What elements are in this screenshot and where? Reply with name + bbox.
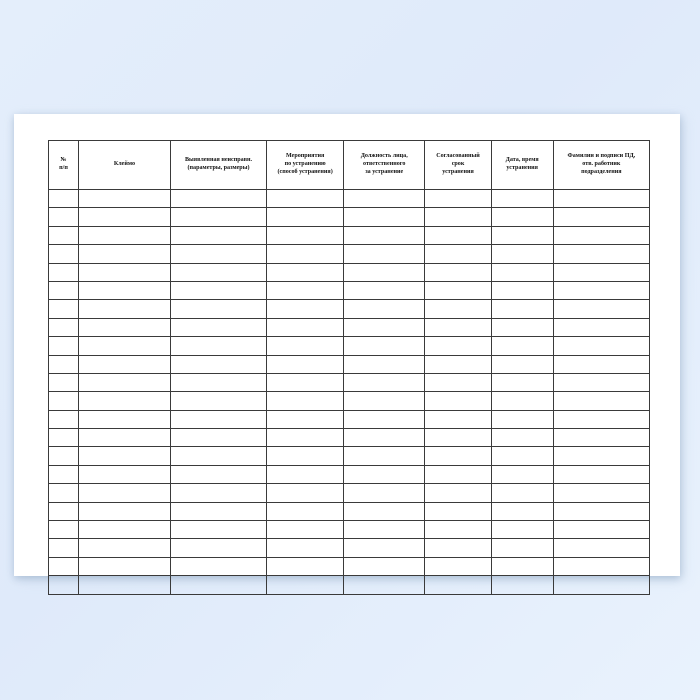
table-cell-fault[interactable] xyxy=(170,318,266,336)
table-cell-signatures[interactable] xyxy=(553,429,649,447)
table-cell-position[interactable] xyxy=(344,208,425,226)
table-cell-position[interactable] xyxy=(344,190,425,208)
table-row xyxy=(49,226,650,244)
column-header-line: ответственного xyxy=(363,161,406,168)
table-cell-measures[interactable] xyxy=(267,318,344,336)
table-cell-num[interactable] xyxy=(49,576,79,594)
table-cell-date_time[interactable] xyxy=(491,337,553,355)
table-cell-mark[interactable] xyxy=(78,263,170,281)
table-cell-agreed_term[interactable] xyxy=(425,355,491,373)
table-cell-measures[interactable] xyxy=(267,245,344,263)
table-cell-signatures[interactable] xyxy=(553,410,649,428)
table-cell-signatures[interactable] xyxy=(553,465,649,483)
table-cell-signatures[interactable] xyxy=(553,281,649,299)
table-cell-measures[interactable] xyxy=(267,484,344,502)
table-cell-agreed_term[interactable] xyxy=(425,190,491,208)
table-cell-num[interactable] xyxy=(49,208,79,226)
table-cell-measures[interactable] xyxy=(267,355,344,373)
table-cell-position[interactable] xyxy=(344,484,425,502)
table-row xyxy=(49,539,650,557)
column-header-date_time xyxy=(491,141,553,190)
table-row xyxy=(49,281,650,299)
table-cell-agreed_term[interactable] xyxy=(425,576,491,594)
table-cell-measures[interactable] xyxy=(267,557,344,575)
table-cell-num[interactable] xyxy=(49,226,79,244)
column-header-mark xyxy=(78,141,170,190)
table-cell-mark[interactable] xyxy=(78,410,170,428)
column-header-line: подразделения xyxy=(581,168,622,175)
table-cell-agreed_term[interactable] xyxy=(425,300,491,318)
table-cell-measures[interactable] xyxy=(267,373,344,391)
table-row xyxy=(49,447,650,465)
table-cell-num[interactable] xyxy=(49,373,79,391)
table-cell-position[interactable] xyxy=(344,539,425,557)
column-header-line: Фамилии и подписи ПД, xyxy=(567,153,636,160)
defects-log-table xyxy=(48,140,650,595)
table-cell-mark[interactable] xyxy=(78,447,170,465)
column-header-line: срок xyxy=(451,161,465,168)
table-cell-date_time[interactable] xyxy=(491,392,553,410)
table-cell-measures[interactable] xyxy=(267,502,344,520)
table-cell-num[interactable] xyxy=(49,281,79,299)
table-cell-num[interactable] xyxy=(49,318,79,336)
table-cell-agreed_term[interactable] xyxy=(425,447,491,465)
table-cell-num[interactable] xyxy=(49,465,79,483)
table-row xyxy=(49,392,650,410)
table-cell-signatures[interactable] xyxy=(553,226,649,244)
table-cell-agreed_term[interactable] xyxy=(425,539,491,557)
table-cell-fault[interactable] xyxy=(170,576,266,594)
table-cell-date_time[interactable] xyxy=(491,190,553,208)
table-cell-fault[interactable] xyxy=(170,337,266,355)
table-cell-fault[interactable] xyxy=(170,502,266,520)
table-row xyxy=(49,484,650,502)
table-cell-fault[interactable] xyxy=(170,392,266,410)
table-row xyxy=(49,521,650,539)
table-cell-position[interactable] xyxy=(344,429,425,447)
table-cell-position[interactable] xyxy=(344,300,425,318)
table-cell-measures[interactable] xyxy=(267,208,344,226)
table-cell-mark[interactable] xyxy=(78,245,170,263)
table-cell-measures[interactable] xyxy=(267,539,344,557)
table-cell-mark[interactable] xyxy=(78,337,170,355)
table-header-row xyxy=(49,141,650,190)
table-cell-date_time[interactable] xyxy=(491,447,553,465)
column-header-line: устранения xyxy=(506,165,538,171)
table-cell-num[interactable] xyxy=(49,263,79,281)
table-cell-position[interactable] xyxy=(344,226,425,244)
table-cell-signatures[interactable] xyxy=(553,502,649,520)
column-header-line: Выявленная неисправн. xyxy=(184,157,253,164)
table-cell-num[interactable] xyxy=(49,355,79,373)
table-row xyxy=(49,263,650,281)
table-cell-fault[interactable] xyxy=(170,300,266,318)
table-cell-mark[interactable] xyxy=(78,318,170,336)
table-cell-mark[interactable] xyxy=(78,539,170,557)
table-cell-position[interactable] xyxy=(344,373,425,391)
column-header-signatures xyxy=(553,141,649,190)
table-cell-date_time[interactable] xyxy=(491,521,553,539)
table-cell-num[interactable] xyxy=(49,539,79,557)
table-cell-signatures[interactable] xyxy=(553,447,649,465)
table-cell-mark[interactable] xyxy=(78,502,170,520)
table-cell-agreed_term[interactable] xyxy=(425,429,491,447)
table-cell-num[interactable] xyxy=(49,521,79,539)
table-cell-position[interactable] xyxy=(344,576,425,594)
table-cell-date_time[interactable] xyxy=(491,245,553,263)
column-header-line: Мероприятия xyxy=(285,153,325,160)
table-cell-measures[interactable] xyxy=(267,447,344,465)
table-row xyxy=(49,465,650,483)
table-cell-agreed_term[interactable] xyxy=(425,502,491,520)
table-cell-signatures[interactable] xyxy=(553,521,649,539)
column-header-agreed_term xyxy=(425,141,491,190)
document-page xyxy=(14,114,680,576)
table-row xyxy=(49,300,650,318)
table-cell-date_time[interactable] xyxy=(491,318,553,336)
table-cell-position[interactable] xyxy=(344,337,425,355)
table-cell-mark[interactable] xyxy=(78,576,170,594)
table-cell-mark[interactable] xyxy=(78,373,170,391)
table-cell-mark[interactable] xyxy=(78,521,170,539)
table-cell-signatures[interactable] xyxy=(553,208,649,226)
table-cell-num[interactable] xyxy=(49,392,79,410)
table-row xyxy=(49,502,650,520)
table-cell-date_time[interactable] xyxy=(491,484,553,502)
table-cell-agreed_term[interactable] xyxy=(425,521,491,539)
table-cell-num[interactable] xyxy=(49,410,79,428)
table-cell-num[interactable] xyxy=(49,502,79,520)
table-cell-mark[interactable] xyxy=(78,281,170,299)
table-row xyxy=(49,245,650,263)
table-cell-mark[interactable] xyxy=(78,392,170,410)
table-cell-agreed_term[interactable] xyxy=(425,410,491,428)
table-cell-measures[interactable] xyxy=(267,410,344,428)
table-row xyxy=(49,557,650,575)
column-header-line: устранения xyxy=(442,168,474,175)
table-row xyxy=(49,355,650,373)
table-cell-signatures[interactable] xyxy=(553,318,649,336)
table-cell-fault[interactable] xyxy=(170,447,266,465)
table-cell-signatures[interactable] xyxy=(553,392,649,410)
table-cell-fault[interactable] xyxy=(170,429,266,447)
table-cell-mark[interactable] xyxy=(78,190,170,208)
column-header-line: (способ устранения) xyxy=(277,168,333,175)
table-cell-measures[interactable] xyxy=(267,300,344,318)
column-header-line: по устранению xyxy=(284,161,326,168)
table-cell-fault[interactable] xyxy=(170,465,266,483)
table-cell-date_time[interactable] xyxy=(491,281,553,299)
table-cell-date_time[interactable] xyxy=(491,576,553,594)
table-cell-signatures[interactable] xyxy=(553,337,649,355)
table-cell-position[interactable] xyxy=(344,355,425,373)
table-cell-signatures[interactable] xyxy=(553,355,649,373)
table-cell-mark[interactable] xyxy=(78,557,170,575)
column-header-line: № xyxy=(60,157,67,164)
table-cell-date_time[interactable] xyxy=(491,208,553,226)
table-cell-date_time[interactable] xyxy=(491,557,553,575)
table-cell-num[interactable] xyxy=(49,337,79,355)
table-row xyxy=(49,337,650,355)
table-cell-date_time[interactable] xyxy=(491,300,553,318)
column-header-line: Дата, время xyxy=(505,157,539,164)
table-cell-fault[interactable] xyxy=(170,208,266,226)
form-table-container xyxy=(48,140,650,595)
table-cell-fault[interactable] xyxy=(170,355,266,373)
table-cell-date_time[interactable] xyxy=(491,355,553,373)
table-cell-num[interactable] xyxy=(49,557,79,575)
table-cell-measures[interactable] xyxy=(267,263,344,281)
table-cell-agreed_term[interactable] xyxy=(425,465,491,483)
table-cell-signatures[interactable] xyxy=(553,263,649,281)
table-cell-measures[interactable] xyxy=(267,392,344,410)
table-cell-signatures[interactable] xyxy=(553,245,649,263)
table-cell-date_time[interactable] xyxy=(491,502,553,520)
table-cell-fault[interactable] xyxy=(170,484,266,502)
table-cell-signatures[interactable] xyxy=(553,484,649,502)
table-row xyxy=(49,429,650,447)
table-cell-measures[interactable] xyxy=(267,465,344,483)
table-cell-agreed_term[interactable] xyxy=(425,263,491,281)
table-cell-num[interactable] xyxy=(49,190,79,208)
column-header-line: Согласованный xyxy=(436,153,480,160)
table-row xyxy=(49,318,650,336)
table-cell-date_time[interactable] xyxy=(491,465,553,483)
table-cell-fault[interactable] xyxy=(170,190,266,208)
table-cell-position[interactable] xyxy=(344,502,425,520)
table-row xyxy=(49,190,650,208)
table-cell-agreed_term[interactable] xyxy=(425,484,491,502)
table-cell-mark[interactable] xyxy=(78,300,170,318)
table-row xyxy=(49,208,650,226)
table-cell-position[interactable] xyxy=(344,392,425,410)
column-header-line: (параметры, размеры) xyxy=(187,165,250,171)
table-body xyxy=(49,190,650,595)
column-header-fault xyxy=(170,141,266,190)
table-row xyxy=(49,576,650,594)
table-cell-measures[interactable] xyxy=(267,226,344,244)
table-cell-position[interactable] xyxy=(344,410,425,428)
table-cell-fault[interactable] xyxy=(170,539,266,557)
table-cell-measures[interactable] xyxy=(267,429,344,447)
table-cell-mark[interactable] xyxy=(78,465,170,483)
table-cell-num[interactable] xyxy=(49,484,79,502)
column-header-line: п/п xyxy=(59,165,68,171)
table-cell-agreed_term[interactable] xyxy=(425,373,491,391)
table-cell-mark[interactable] xyxy=(78,208,170,226)
column-header-line: Клеймо xyxy=(113,161,135,168)
column-header-line: Должность лица, xyxy=(360,153,408,160)
table-cell-position[interactable] xyxy=(344,281,425,299)
table-cell-num[interactable] xyxy=(49,300,79,318)
table-cell-agreed_term[interactable] xyxy=(425,337,491,355)
table-cell-agreed_term[interactable] xyxy=(425,392,491,410)
table-cell-fault[interactable] xyxy=(170,521,266,539)
table-cell-date_time[interactable] xyxy=(491,539,553,557)
table-cell-fault[interactable] xyxy=(170,263,266,281)
table-cell-fault[interactable] xyxy=(170,557,266,575)
table-cell-signatures[interactable] xyxy=(553,373,649,391)
table-cell-agreed_term[interactable] xyxy=(425,208,491,226)
table-cell-measures[interactable] xyxy=(267,190,344,208)
table-cell-date_time[interactable] xyxy=(491,410,553,428)
table-cell-agreed_term[interactable] xyxy=(425,245,491,263)
table-cell-agreed_term[interactable] xyxy=(425,281,491,299)
table-cell-position[interactable] xyxy=(344,318,425,336)
column-header-num xyxy=(49,141,79,190)
table-cell-fault[interactable] xyxy=(170,410,266,428)
column-header-position xyxy=(344,141,425,190)
table-cell-signatures[interactable] xyxy=(553,539,649,557)
table-cell-num[interactable] xyxy=(49,447,79,465)
column-header-line: отв. работник xyxy=(582,161,621,168)
table-cell-date_time[interactable] xyxy=(491,226,553,244)
table-cell-agreed_term[interactable] xyxy=(425,318,491,336)
column-header-measures xyxy=(267,141,344,190)
table-cell-mark[interactable] xyxy=(78,355,170,373)
table-cell-measures[interactable] xyxy=(267,337,344,355)
table-cell-signatures[interactable] xyxy=(553,576,649,594)
table-cell-position[interactable] xyxy=(344,447,425,465)
table-cell-fault[interactable] xyxy=(170,373,266,391)
table-cell-mark[interactable] xyxy=(78,226,170,244)
table-cell-fault[interactable] xyxy=(170,226,266,244)
table-cell-position[interactable] xyxy=(344,557,425,575)
table-cell-position[interactable] xyxy=(344,245,425,263)
table-cell-date_time[interactable] xyxy=(491,263,553,281)
table-cell-position[interactable] xyxy=(344,263,425,281)
table-cell-signatures[interactable] xyxy=(553,557,649,575)
table-cell-signatures[interactable] xyxy=(553,190,649,208)
table-cell-agreed_term[interactable] xyxy=(425,557,491,575)
table-cell-fault[interactable] xyxy=(170,245,266,263)
table-cell-measures[interactable] xyxy=(267,281,344,299)
table-cell-date_time[interactable] xyxy=(491,429,553,447)
table-header xyxy=(49,141,650,190)
table-cell-num[interactable] xyxy=(49,429,79,447)
table-cell-measures[interactable] xyxy=(267,576,344,594)
table-cell-signatures[interactable] xyxy=(553,300,649,318)
table-row xyxy=(49,373,650,391)
table-cell-position[interactable] xyxy=(344,521,425,539)
table-cell-mark[interactable] xyxy=(78,429,170,447)
column-header-line: за устранение xyxy=(365,168,404,175)
table-cell-mark[interactable] xyxy=(78,484,170,502)
table-cell-num[interactable] xyxy=(49,245,79,263)
table-cell-agreed_term[interactable] xyxy=(425,226,491,244)
table-cell-measures[interactable] xyxy=(267,521,344,539)
table-row xyxy=(49,410,650,428)
table-cell-fault[interactable] xyxy=(170,281,266,299)
table-cell-date_time[interactable] xyxy=(491,373,553,391)
table-cell-position[interactable] xyxy=(344,465,425,483)
